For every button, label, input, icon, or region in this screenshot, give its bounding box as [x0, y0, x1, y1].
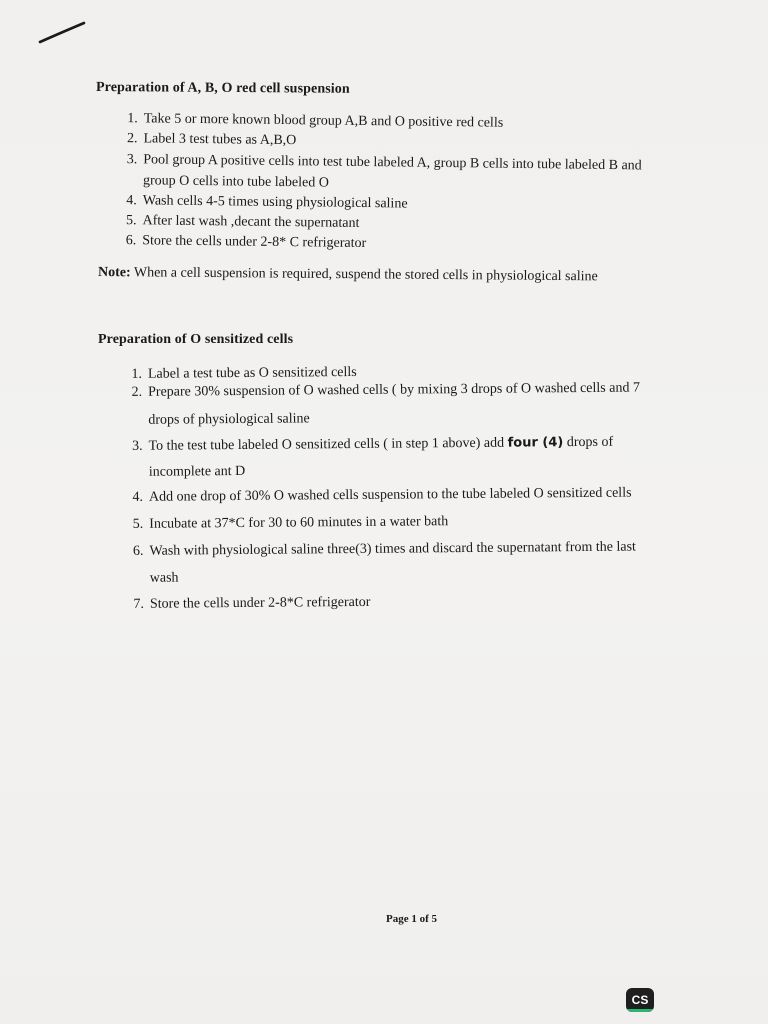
section-title-o-sensitized: Preparation of O sensitized cells: [98, 332, 294, 347]
step-text-with-emphasis: To the test tube labeled O sensitized cells ( in step 1 above) add four (4) drops of: [148, 434, 614, 454]
scanned-page: Preparation of A, B, O red cell suspension 1. Take 5 or more known blood group A,B and O positive red cells 2. Label 3 test tubes as A,B,O 3. Pool group A positive cells into test tube labeled A, group B cells into tube labeled B and group O cells into tube labeled O 4. Wash cells 4-5 times using physiological saline 5. After last wash ,decant the supernatant 6. Store the cells under 2-8* C refrigerator Note: When a cell suspension is required, suspend the stored cells in physiological saline Preparation of O sensitized cells 1. Label a test tube as O sensitized cells 2. Prepare 30% suspension of O washed cells ( by mixing 3 drops of O washed cells and 7 drops of physiological saline 3. To the test tube labeled O sensitized cells ( in step 1 above) add four (4) drops of incomplete ant D 4. Add one drop of 30% O washed cells suspension to the tube labeled O sensitized cells 5. Incubate at 37*C for 30 to 60 minutes in a water bath 6. Wash with physiological saline three(3) times and discard the supernatant from the last wash 7. Store the cells under 2-8*C refrigerator Page 1 of 5 CS: [0, 0, 768, 1024]
section-title-abo-suspension: Preparation of A, B, O red cell suspension: [95, 80, 350, 97]
note-label: Note:: [97, 265, 131, 281]
camscanner-logo-badge: CS: [626, 988, 654, 1012]
page-number: Page 1 of 5: [386, 913, 438, 925]
emphasis-four: four (4): [507, 435, 564, 451]
note-paragraph: [98, 265, 598, 285]
pen-stroke-mark: [38, 20, 86, 46]
note-text: When a cell suspension is required, suspend the stored cells in physiological saline: [130, 265, 598, 285]
